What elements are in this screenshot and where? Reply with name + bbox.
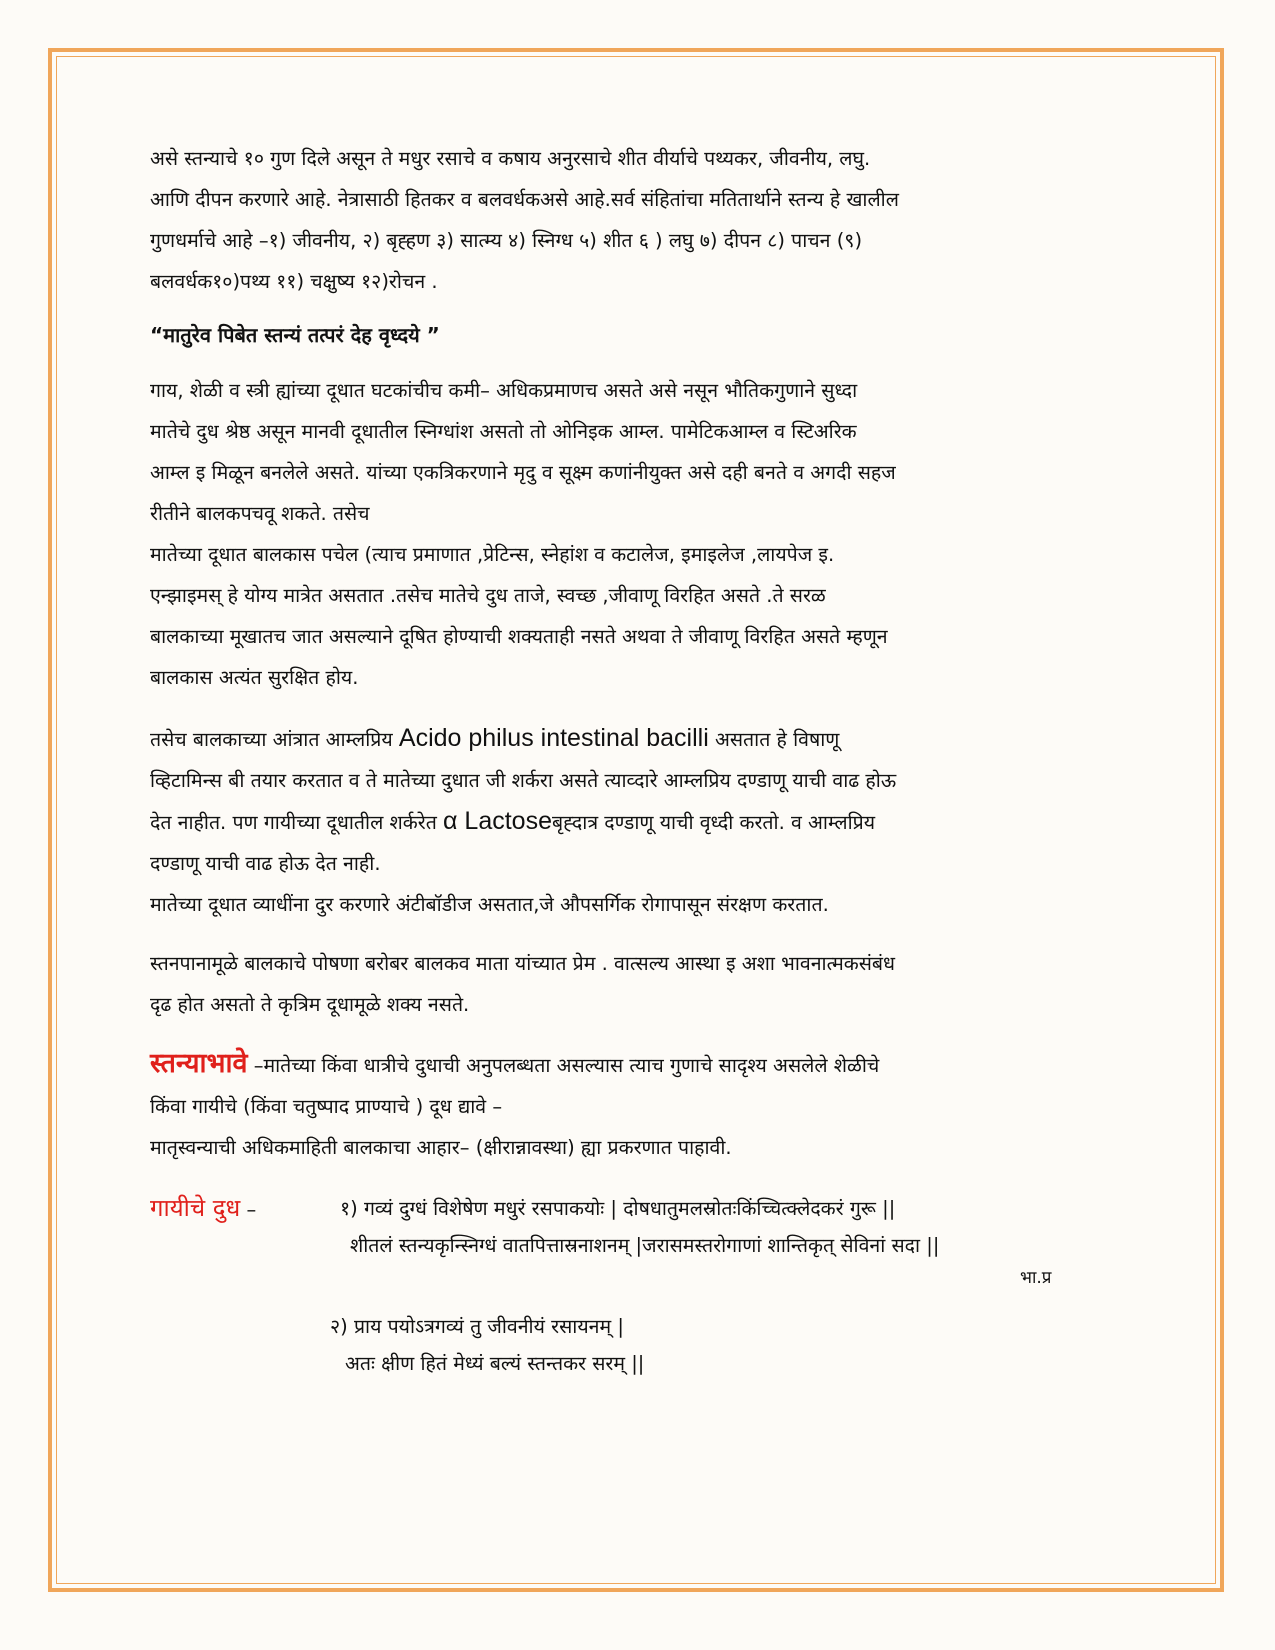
text-line xyxy=(150,801,1130,843)
shloka-line: १) गव्यं दुग्धं विशेषेण मधुरं रसपाकयोः | दोषधातुमलस्रोतःकिंच्चित्क्लेदकरं गुरू || xyxy=(340,1197,896,1220)
text-line xyxy=(150,718,1130,760)
heading-dash: – xyxy=(240,1198,257,1221)
section-heading: गायीचे दुध xyxy=(150,1194,241,1222)
paragraph-bacilli xyxy=(150,718,1130,925)
text-line: बालकास अत्यंत सुरक्षित होय. xyxy=(150,666,359,689)
shloka-line: शीतलं स्तन्यकृन्स्निग्धं वातपित्तास्रनाशनम् |जरासमस्तरोगाणां शान्तिकृत् सेविनां सदा || xyxy=(350,1234,940,1257)
paragraph-absence-of-milk xyxy=(150,1043,1130,1168)
text-line: मातेचे दुध श्रेष्ठ असून मानवी दूधातील स्निग्धांश असतो तो ओनिइक आम्ल. पामेटिकआम्ल व स्टिअरिक xyxy=(150,420,857,443)
verse-quote: “मातुरेव पिबेत स्तन्यं तत्परं देह वृध्दये ” xyxy=(150,323,440,347)
paragraph-bonding xyxy=(150,943,1130,1025)
text-line: बालकाच्या मूखातच जात असल्याने दूषित होण्याची शक्यताही नसते अथवा ते जीवाणू विरहित असते म्हणून xyxy=(150,625,888,648)
text-line: गुणधर्माचे आहे –१) जीवनीय, २) बृह्हण ३) सात्म्य ४) स्निग्ध ५) शीत ६ ) लघु ७) दीपन ८) पाचन (९) xyxy=(150,229,863,252)
text-line: एन्झाइमस् हे योग्य मात्रेत असतात .तसेच मातेचे दुध ताजे, स्वच्छ ,जीवाणू विरहित असते .ते सरळ xyxy=(150,584,826,607)
shloka-line: २) प्राय पयोऽत्रगव्यं तु जीवनीयं रसायनम् | xyxy=(330,1315,624,1338)
text-run: बृह्दात्र दण्डाणू याची वृध्दी करतो. व आम्लप्रिय xyxy=(551,811,876,834)
text-run: देत नाहीत. पण गायीच्या दूधातील शर्करेत xyxy=(150,811,444,834)
page-content xyxy=(150,138,1130,1388)
text-run: –मातेच्या किंवा धात्रीचे दुधाची अनुपलब्धता असल्यास त्याच गुणाचे सादृश्य असलेले शेळीचे xyxy=(247,1054,880,1077)
cow-milk-heading-wrap xyxy=(150,1188,256,1230)
text-run: असतात हे विषाणू xyxy=(708,728,840,751)
text-line: बलवर्धक१०)पथ्य ११) चक्षुष्य १२)रोचन . xyxy=(150,270,438,293)
text-line: दण्डाणू याची वाढ होऊ देत नाही. xyxy=(150,852,381,875)
text-line: रीतीने बालकपचवू शकते. तसेच xyxy=(150,502,370,525)
text-line: स्तनपानामूळे बालकाचे पोषणा बरोबर बालकव माता यांच्यात प्रेम . वात्सल्य आस्था इ अशा भावनात्मकसंबंध xyxy=(150,952,896,975)
text-line: आम्ल इ मिळून बनलेले असते. यांच्या एकत्रिकरणाने मृदु व सूक्ष्म कणांनीयुक्त असे दही बनते व अगदी सहज xyxy=(150,461,896,484)
text-line: मातृस्वन्याची अधिकमाहिती बालकाचा आहार– (क्षीरान्नावस्था) ह्या प्रकरणात पाहावी. xyxy=(150,1136,732,1159)
paragraph-qualities xyxy=(150,138,1130,302)
text-line: असे स्तन्याचे १० गुण दिले असून ते मधुर रसाचे व कषाय अनुरसाचे शीत वीर्याचे पथ्यकर, जीवनीय, लघु. xyxy=(150,147,871,170)
latin-term: α Lactose xyxy=(443,807,552,835)
paragraph-milk-comparison xyxy=(150,370,1130,698)
text-run: तसेच बालकाच्या आंत्रात आम्लप्रिय xyxy=(150,728,399,751)
text-line: किंवा गायीचे (किंवा चतुष्पाद प्राण्याचे ) दूध द्यावे – xyxy=(150,1095,503,1118)
shloka-line: अतः क्षीण हितं मेध्यं बल्यं स्तन्तकर सरम् || xyxy=(345,1352,645,1375)
latin-term: Acido philus intestinal bacilli xyxy=(398,724,709,752)
text-line: मातेच्या दूधात बालकास पचेल (त्याच प्रमाणात ,प्रेटिन्स, स्नेहांश व कटालेज, इमाइलेज ,लायपेज इ. xyxy=(150,543,835,566)
text-line: व्हिटामिन्स बी तयार करतात व ते मातेच्या दुधात जी शर्करा असते त्याव्दारे आम्लप्रिय दण्डाणू याची वाढ होऊ xyxy=(150,769,897,792)
shloka-source: भा.प्र xyxy=(1020,1268,1052,1288)
text-line: मातेच्या दूधात व्याधींना दुर करणारे अंटीबॉडीज असतात,जे औपसर्गिक रोगापासून संरक्षण करतात. xyxy=(150,893,829,916)
section-heading: स्तन्याभावे xyxy=(150,1048,248,1079)
text-line: आणि दीपन करणारे आहे. नेत्रासाठी हितकर व बलवर्धकअसे आहे.सर्व संहितांचा मतितार्थाने स्तन्य हे खालील xyxy=(150,188,899,211)
text-line xyxy=(150,1043,1130,1086)
text-line: गाय, शेळी व स्त्री ह्यांच्या दूधात घटकांचीच कमी– अधिकप्रमाणच असते असे नसून भौतिकगुणाने सुध्दा xyxy=(150,379,858,402)
cow-milk-section xyxy=(150,1188,1130,1388)
text-line: दृढ होत असतो ते कृत्रिम दूधामूळे शक्य नसते. xyxy=(150,993,470,1016)
